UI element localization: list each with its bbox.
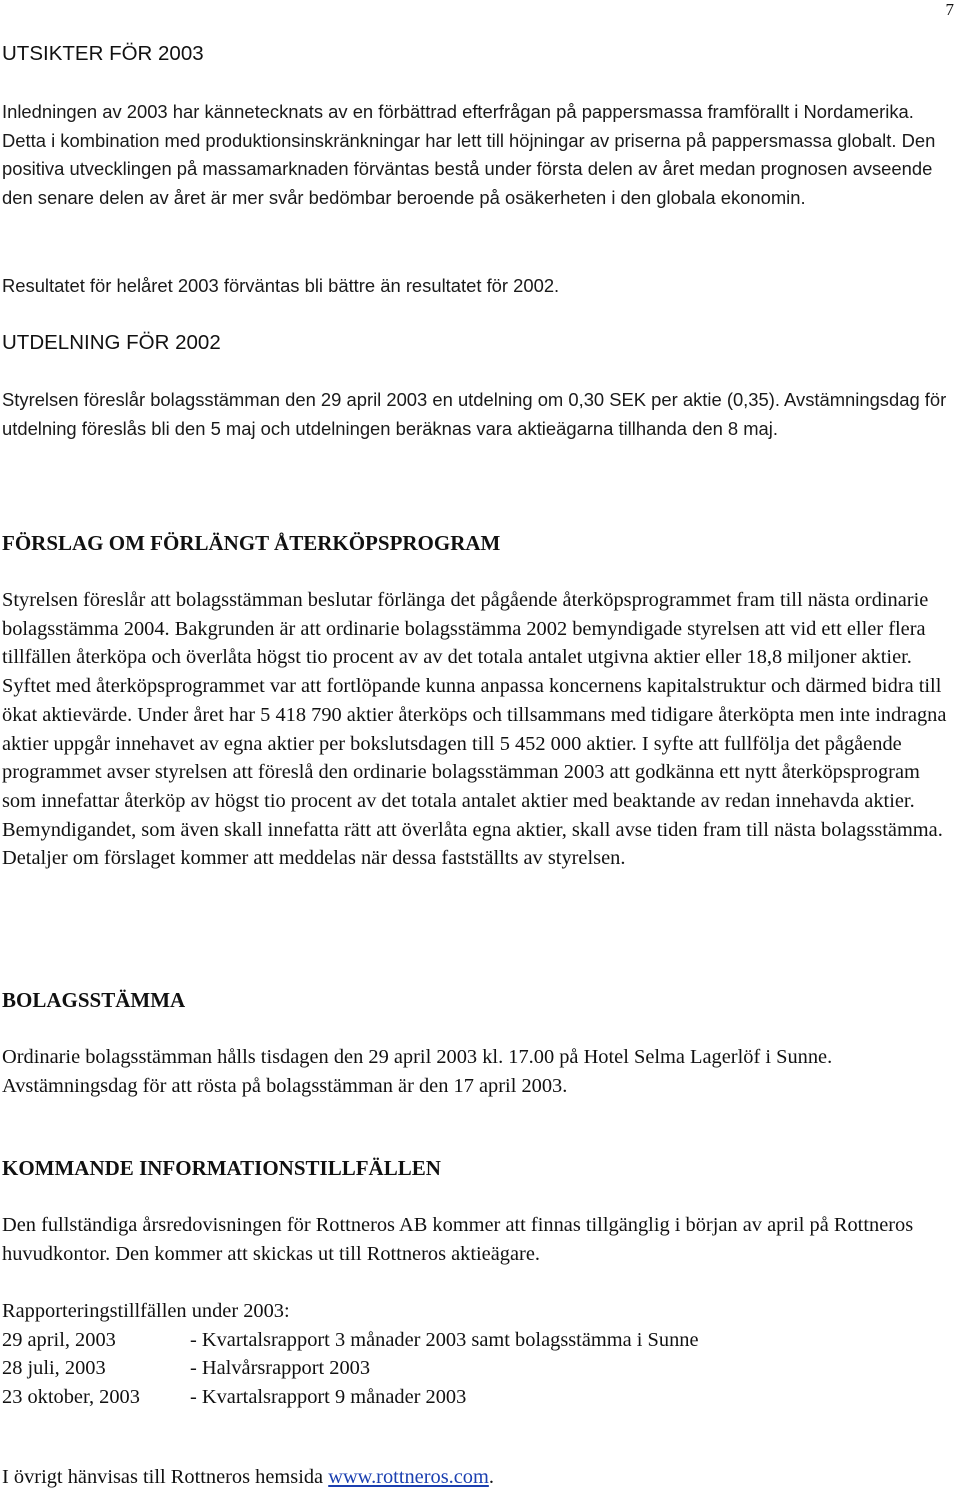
section-bolagsstamma (2, 986, 952, 1014)
schedule-event: - Kvartalsrapport 3 månader 2003 samt bolagsstämma i Sunne (190, 1328, 699, 1351)
heading-bolagsstamma: BOLAGSSTÄMMA (2, 988, 186, 1012)
section-utsikter (2, 40, 952, 68)
section-utdelning (2, 329, 952, 357)
heading-utdelning: UTDELNING FÖR 2002 (2, 331, 221, 354)
schedule-date: 23 oktober, 2003 (2, 1386, 140, 1409)
schedule-block (2, 1297, 952, 1412)
schedule-title: Rapporteringstillfällen under 2003: (2, 1300, 290, 1322)
kommande-paragraph-block (2, 1211, 952, 1268)
schedule-date: 29 april, 2003 (2, 1328, 116, 1351)
section-kommande (2, 1154, 952, 1182)
bolagsstamma-paragraph: Ordinarie bolagsstämman hålls tisdagen den 29 april 2003 kl. 17.00 på Hotel Selma Lagerlöf i Sunne. Avstämningsdag för att rösta på bolagsstämman är den 17 april 2003. (2, 1046, 833, 1097)
schedule-row (2, 1383, 952, 1412)
schedule-row (2, 1326, 952, 1355)
heading-aterkop: FÖRSLAG OM FÖRLÄNGT ÅTERKÖPSPROGRAM (2, 531, 501, 555)
aterkop-paragraph: Styrelsen föreslår att bolagsstämman beslutar förlänga det pågående återköpsprogrammet fram till nästa ordinarie bolagsstämma 2004. Bakgrunden är att ordinarie bolagsstämma 2002 bemyndigade styrelsen att vid ett eller flera tillfällen återköpa och överlåta högst tio procent av av det totala antalet utgivna aktier eller 18,8 miljoner aktier. Syftet med återköpsprogrammet var att fortlöpande kunna anpassa koncernens kapitalstruktur och därmed bidra till ökat aktievärde. Under året har 5 418 790 aktier återköps och tillsammans med tidigare återköpta men inte indragna aktier uppgår innehavet av egna aktier per bokslutsdagen till 5 452 000 aktier. I syfte att fullfölja det pågående programmet avser styrelsen att föreslå den ordinarie bolagsstämman 2003 att godkänna ett nytt återköpsprogram som innefattar återköp av högst tio procent av det totala antalet aktier med beaktande av redan innehavda aktier. Bemyndigandet, som även skall innefatta rätt att överlåta egna aktier, skall avse tiden fram till nästa bolagsstämma. Detaljer om förslaget kommer att meddelas när dessa fastställts av styrelsen. (2, 589, 947, 870)
utdelning-paragraph-block (2, 386, 952, 443)
utsikter-paragraph-1-block (2, 98, 952, 213)
schedule-event: - Halvårsrapport 2003 (190, 1357, 371, 1380)
utsikter-paragraph-2-block (2, 272, 952, 301)
utsikter-paragraph-2: Resultatet för helåret 2003 förväntas bli bättre än resultatet för 2002. (2, 275, 560, 296)
bolagsstamma-paragraph-block (2, 1043, 952, 1100)
footer-suffix: . (488, 1466, 494, 1488)
utsikter-paragraph-1: Inledningen av 2003 har kännetecknats av en förbättrad efterfrågan på pappersmassa framförallt i Nordamerika. Detta i kombination med produktionsinskränkningar har lett till höjningar av priserna på pappersmassa globalt. Den positiva utvecklingen på massamarknaden förväntas bestå under första delen av året medan prognosen avseende den senare delen av året är mer svår bedömbar beroende på osäkerheten i den globala ekonomin. (2, 101, 936, 209)
footer-text (2, 1463, 952, 1492)
website-link[interactable]: www.rottneros.com (328, 1466, 489, 1488)
schedule-date: 28 juli, 2003 (2, 1357, 106, 1380)
aterkop-paragraph-block (2, 586, 952, 873)
footer-block (2, 1463, 952, 1492)
section-aterkop (2, 529, 952, 557)
utdelning-paragraph: Styrelsen föreslår bolagsstämman den 29 april 2003 en utdelning om 0,30 SEK per aktie (0,35). Avstämningsdag för utdelning föreslås bli den 5 maj och utdelningen beräknas vara aktieägarna tillhanda den 8 maj. (2, 389, 947, 439)
schedule-row (2, 1354, 952, 1383)
page-number: 7 (945, 0, 954, 19)
footer-prefix: I övrigt hänvisas till Rottneros hemsida (2, 1466, 329, 1488)
kommande-paragraph: Den fullständiga årsredovisningen för Rottneros AB kommer att finnas tillgänglig i början av april på Rottneros huvudkontor. Den kommer att skickas ut till Rottneros aktieägare. (2, 1214, 914, 1265)
heading-kommande: KOMMANDE INFORMATIONSTILLFÄLLEN (2, 1156, 441, 1180)
schedule-event: - Kvartalsrapport 9 månader 2003 (190, 1386, 467, 1409)
heading-utsikter: UTSIKTER FÖR 2003 (2, 42, 204, 65)
